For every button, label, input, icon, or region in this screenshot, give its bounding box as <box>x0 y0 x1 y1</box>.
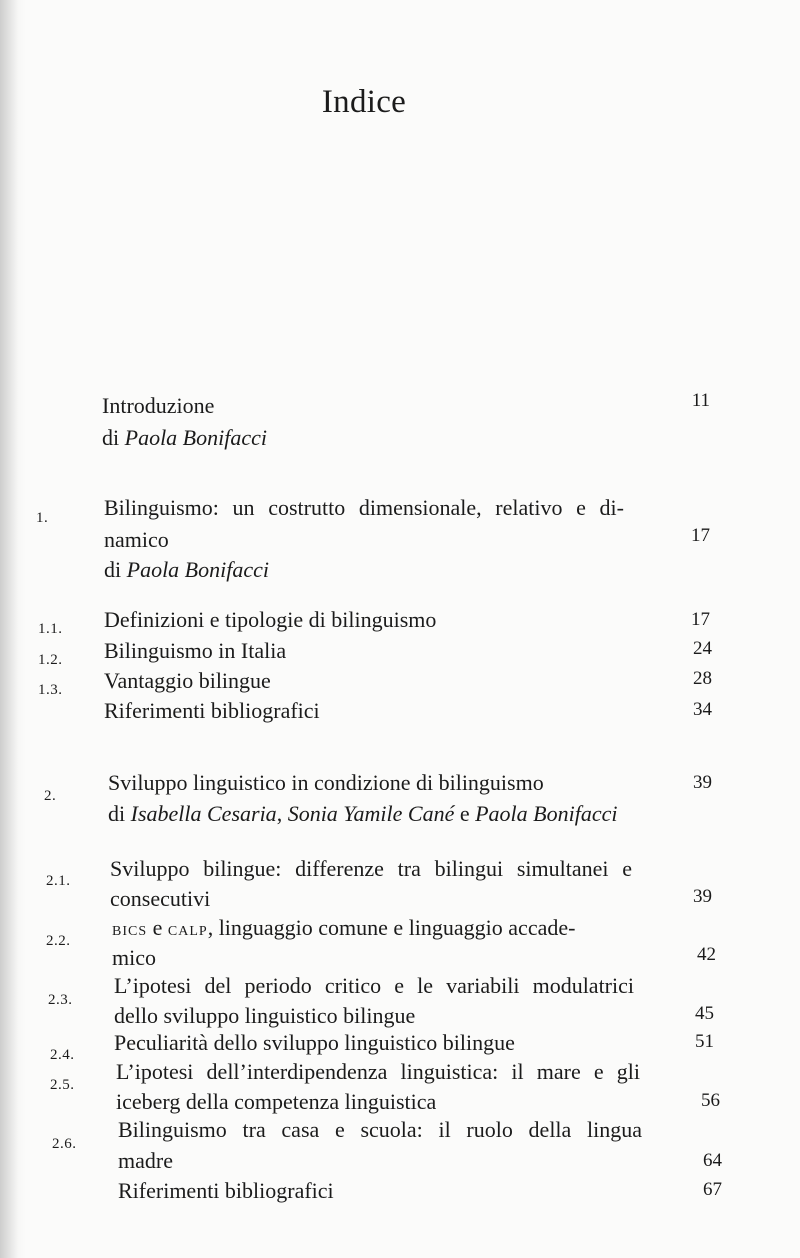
toc-section-number: 2.4. <box>50 1047 75 1063</box>
toc-entry-intro-author <box>102 423 267 453</box>
author-conjunction: e <box>459 801 470 826</box>
toc-chapter2-number: 2. <box>44 788 57 804</box>
conjunction: e <box>152 915 163 940</box>
toc-section-title-line1: Bilinguismo tra casa e scuola: il ruolo della lingua <box>118 1117 642 1142</box>
acronym-bics: bics <box>112 918 148 940</box>
toc-section-number: 2.1. <box>46 873 71 889</box>
author-separator: , <box>276 801 283 826</box>
toc-chapter1-title-line2: namico <box>104 527 169 552</box>
toc-section-title: Riferimenti bibliografici <box>118 1178 334 1203</box>
toc-section-number: 2.6. <box>52 1136 77 1152</box>
toc-section-title-line2: dello sviluppo linguistico bilingue <box>114 1003 416 1028</box>
toc-section-page: 56 <box>701 1090 720 1111</box>
toc-chapter1-page: 17 <box>691 525 710 546</box>
author-prefix: di <box>104 557 122 582</box>
toc-chapter1-author <box>104 555 269 585</box>
toc-entry-intro-page: 11 <box>691 390 710 411</box>
toc-chapter1-number: 1. <box>36 510 49 526</box>
author-name: Sonia Yamile Cané <box>287 801 455 826</box>
author-prefix: di <box>108 801 126 826</box>
toc-chapter1-title-line1: Bilinguismo: un costrutto dimensionale, relativo e di- <box>104 495 624 520</box>
toc-section-title-line1: L’ipotesi del periodo critico e le variabili modulatrici <box>114 973 634 998</box>
toc-section-page: 42 <box>697 944 716 965</box>
toc-section-title-line1: L’ipotesi dell’interdipendenza linguistica: il mare e gli <box>116 1059 640 1084</box>
author-name: Paola Bonifacci <box>126 557 269 582</box>
toc-section-page: 17 <box>691 609 710 630</box>
toc-chapter2-authors <box>108 799 617 829</box>
page-title: Indice <box>321 84 407 120</box>
toc-section-title-line2: madre <box>118 1148 173 1173</box>
toc-section-title: Peculiarità dello sviluppo linguistico bilingue <box>114 1030 515 1055</box>
toc-section-title-line2: mico <box>112 945 156 970</box>
toc-section-number: 1.1. <box>38 621 63 637</box>
toc-section-number: 2.3. <box>48 992 73 1008</box>
title-rest: , linguaggio comune e linguaggio accade- <box>207 915 576 940</box>
author-name: Isabella Cesaria <box>130 801 277 826</box>
toc-section-title: Bilinguismo in Italia <box>104 638 287 663</box>
toc-section-title-line1: Sviluppo bilingue: differenze tra bilingui simultanei e <box>110 856 632 881</box>
toc-section-page: 45 <box>695 1003 714 1024</box>
acronym-calp: calp <box>167 918 208 940</box>
toc-entry-intro-title: Introduzione <box>102 393 215 418</box>
toc-section-page: 34 <box>693 699 712 720</box>
toc-section-page: 51 <box>695 1031 714 1052</box>
toc-chapter2-page: 39 <box>693 772 712 793</box>
toc-section-title-line2: consecutivi <box>110 886 211 911</box>
toc-section-number: 2.2. <box>46 933 71 949</box>
toc-section-title-line2: iceberg della competenza linguistica <box>116 1089 437 1114</box>
toc-section-title: Definizioni e tipologie di bilinguismo <box>104 607 437 632</box>
toc-section-number: 1.2. <box>38 652 63 668</box>
toc-section-number: 1.3. <box>38 682 63 698</box>
toc-section-page: 24 <box>693 638 712 659</box>
toc-section-page: 39 <box>693 886 712 907</box>
author-name: Paola Bonifacci <box>124 425 267 450</box>
toc-section-title: Riferimenti bibliografici <box>104 698 320 723</box>
author-prefix: di <box>102 425 120 450</box>
toc-section-page: 67 <box>703 1179 722 1200</box>
author-name: Paola Bonifacci <box>475 801 618 826</box>
toc-section-number: 2.5. <box>50 1077 75 1093</box>
toc-section-title-line1 <box>112 913 575 944</box>
toc-section-title: Vantaggio bilingue <box>104 668 271 693</box>
toc-section-page: 64 <box>703 1150 722 1171</box>
toc-section-page: 28 <box>693 668 712 689</box>
toc-chapter2-title: Sviluppo linguistico in condizione di bilinguismo <box>108 770 544 795</box>
